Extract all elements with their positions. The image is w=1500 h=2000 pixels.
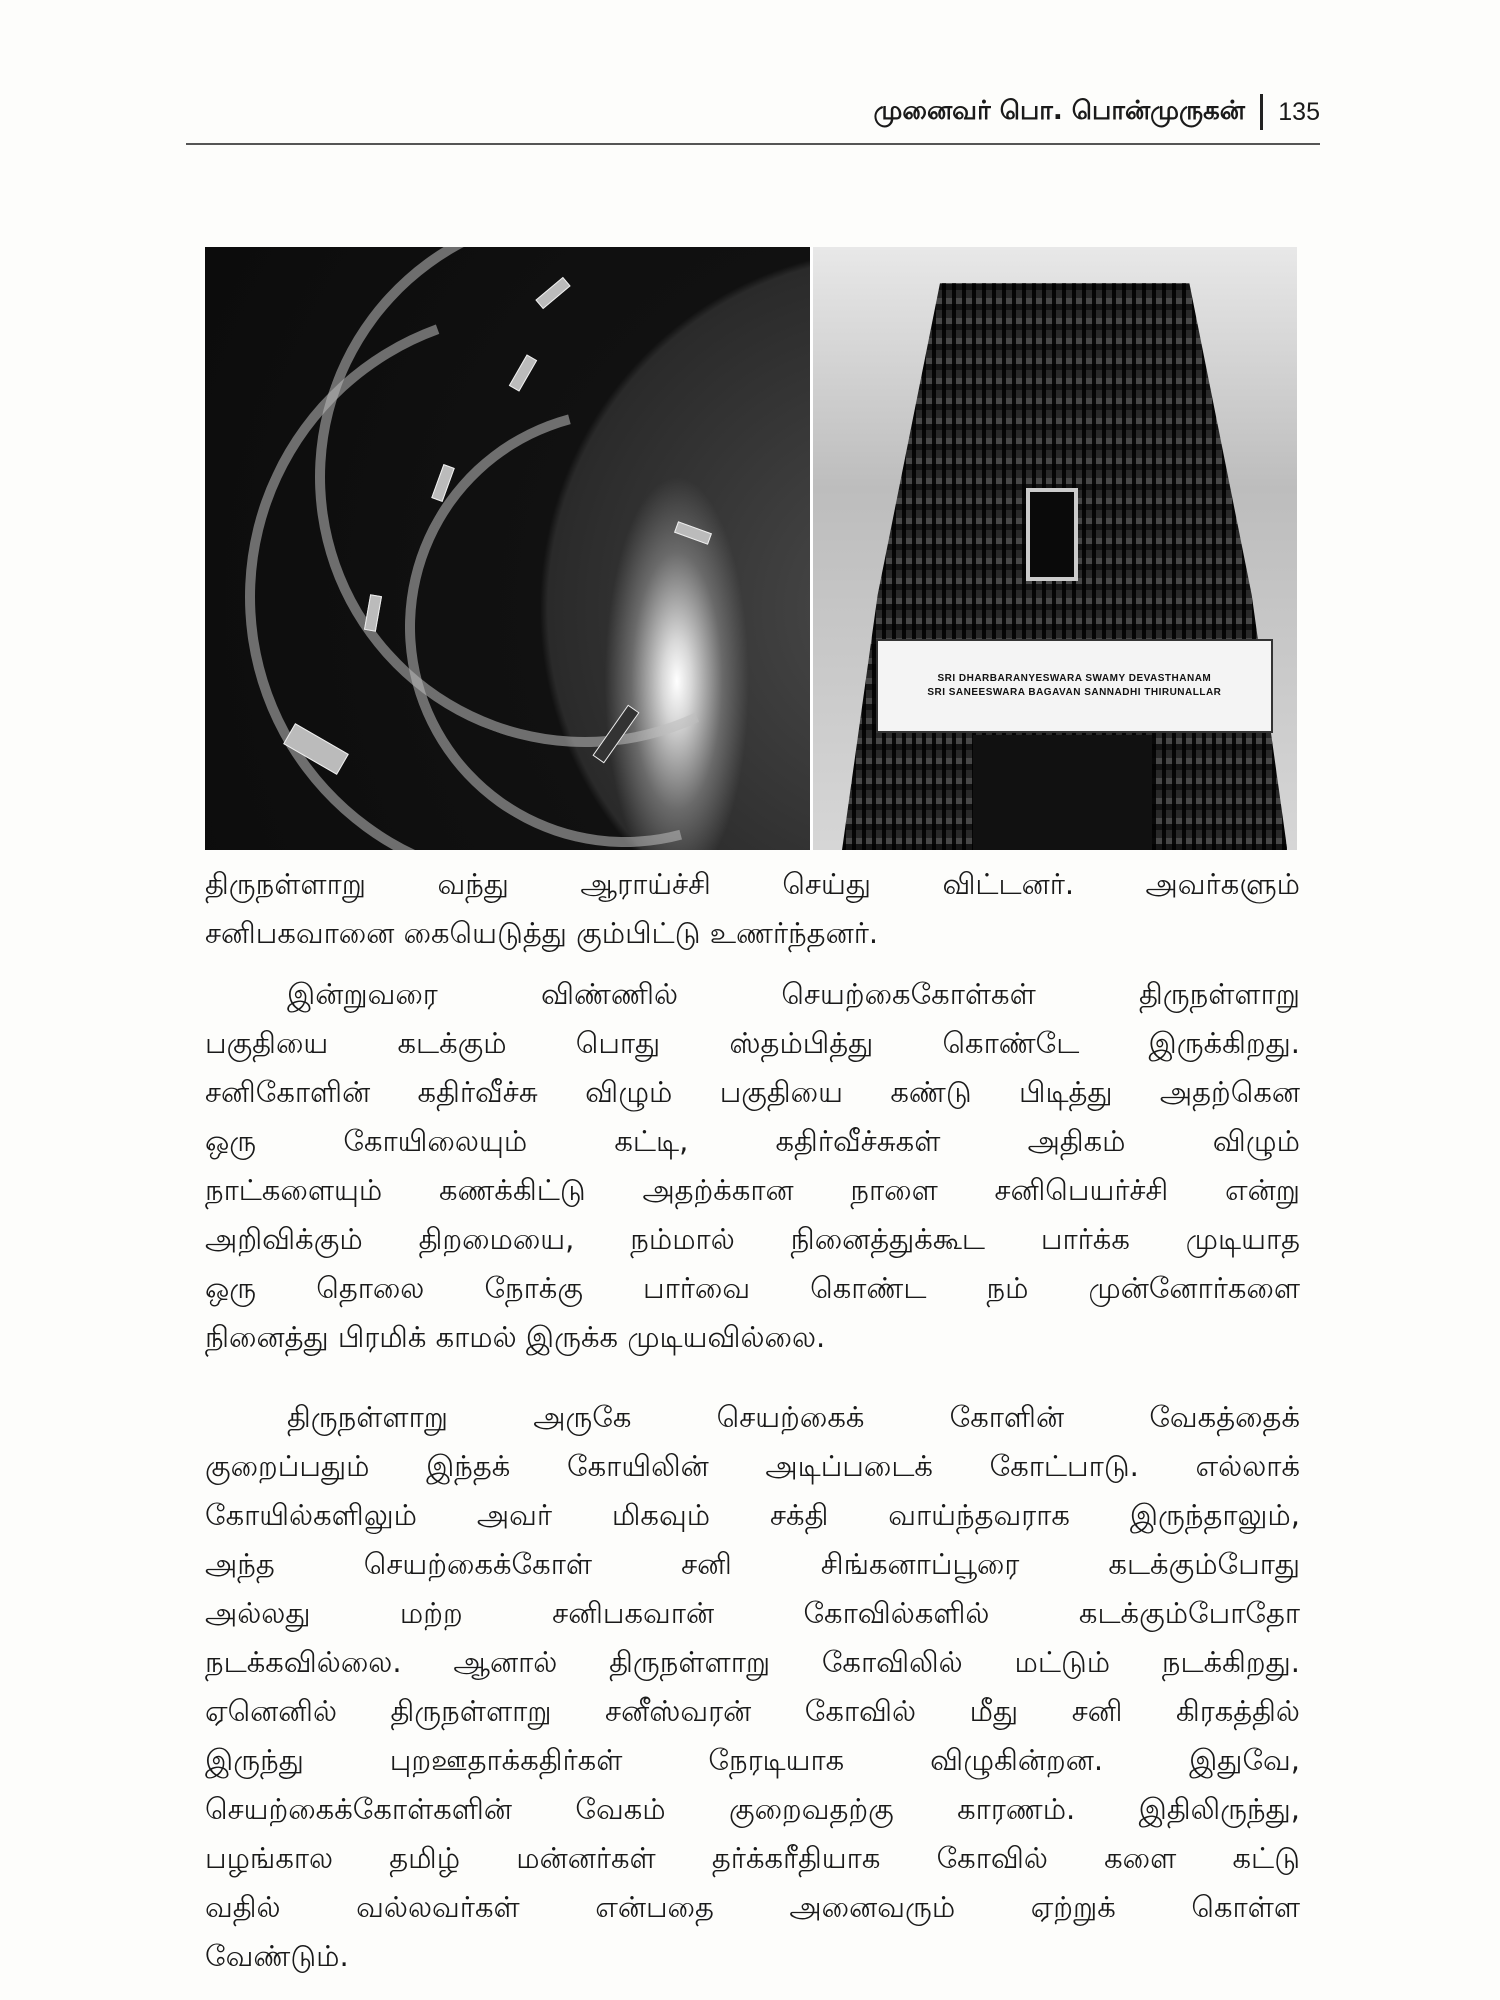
text-line: ஒரு தொலை நோக்கு பார்வை கொண்ட நம் முன்னோர்களை (205, 1271, 1300, 1305)
text-line: அல்லது மற்ற சனிபகவான் கோவில்களில் கடக்கும்போதோ (205, 1596, 1300, 1630)
text-line: நினைத்து பிரமிக் காமல் இருக்க முடியவில்லை. (205, 1320, 826, 1354)
header-separator (1260, 94, 1263, 130)
tower-window (1026, 488, 1078, 580)
text-line: குறைப்பதும் இந்தக் கோயிலின் அடிப்படைக் கோட்பாடு. எல்லாக் (205, 1449, 1300, 1483)
text-line: வதில் வல்லவர்கள் என்பதை அனைவரும் ஏற்றுக் கொள்ள (205, 1890, 1300, 1924)
text-line: இருந்து புறஊதாக்கதிர்கள் நேரடியாக விழுகின்றன. இதுவே, (205, 1743, 1300, 1777)
text-line: செயற்கைக்கோள்களின் வேகம் குறைவதற்கு காரணம். இதிலிருந்து, (205, 1792, 1300, 1826)
text-line: சனிகோளின் கதிர்வீச்சு விழும் பகுதியை கண்டு பிடித்து அதற்கென (205, 1075, 1300, 1109)
text-line: வேண்டும். (205, 1939, 349, 1973)
paragraph-2 (205, 970, 1300, 1362)
text-line: திருநள்ளாறு அருகே செயற்கைக் கோளின் வேகத்தைக் (287, 1400, 1300, 1434)
text-line: ஏனெனில் திருநள்ளாறு சனீஸ்வரன் கோவில் மீது சனி கிரகத்தில் (205, 1694, 1300, 1728)
paragraph-3 (205, 1393, 1300, 1981)
text-line: அறிவிக்கும் திறமையை, நம்மால் நினைத்துக்கூட பார்க்க முடியாத (205, 1222, 1300, 1256)
running-header (186, 88, 1320, 145)
text-line: பகுதியை கடக்கும் பொது ஸ்தம்பித்து கொண்டே இருக்கிறது. (205, 1026, 1300, 1060)
satellites-image (205, 247, 810, 850)
page-number: 135 (1278, 98, 1320, 126)
figure (205, 247, 1297, 850)
sign-line: SRI DHARBARANYESWARA SWAMY DEVASTHANAM (937, 673, 1212, 685)
header-author: முனைவர் பொ. பொன்முருகன் (873, 96, 1245, 126)
text-line: சனிபகவானை கையெடுத்து கும்பிட்டு உணர்ந்தனர். (205, 916, 879, 950)
temple-entrance (973, 735, 1152, 850)
temple-signboard (876, 639, 1273, 733)
text-line: கோயில்களிலும் அவர் மிகவும் சக்தி வாய்ந்தவராக இருந்தாலும், (205, 1498, 1300, 1532)
text-line: நடக்கவில்லை. ஆனால் திருநள்ளாறு கோவிலில் மட்டும் நடக்கிறது. (205, 1645, 1300, 1679)
sign-line: SRI SANEESWARA BAGAVAN SANNADHI THIRUNALLAR (927, 687, 1222, 699)
temple-image (813, 247, 1297, 850)
paragraph-1 (205, 860, 1300, 958)
text-line: பழங்கால தமிழ் மன்னர்கள் தர்க்கரீதியாக கோவில் களை கட்டு (205, 1841, 1300, 1875)
text-line: அந்த செயற்கைக்கோள் சனி சிங்கனாப்பூரை கடக்கும்போது (205, 1547, 1300, 1581)
text-line: திருநள்ளாறு வந்து ஆராய்ச்சி செய்து விட்டனர். அவர்களும் (205, 867, 1300, 901)
text-line: ஒரு கோயிலையும் கட்டி, கதிர்வீச்சுகள் அதிகம் விழும் (205, 1124, 1300, 1158)
text-line: நாட்களையும் கணக்கிட்டு அதற்க்கான நாளை சனிபெயர்ச்சி என்று (205, 1173, 1300, 1207)
text-line: இன்றுவரை விண்ணில் செயற்கைகோள்கள் திருநள்ளாறு (287, 977, 1300, 1011)
